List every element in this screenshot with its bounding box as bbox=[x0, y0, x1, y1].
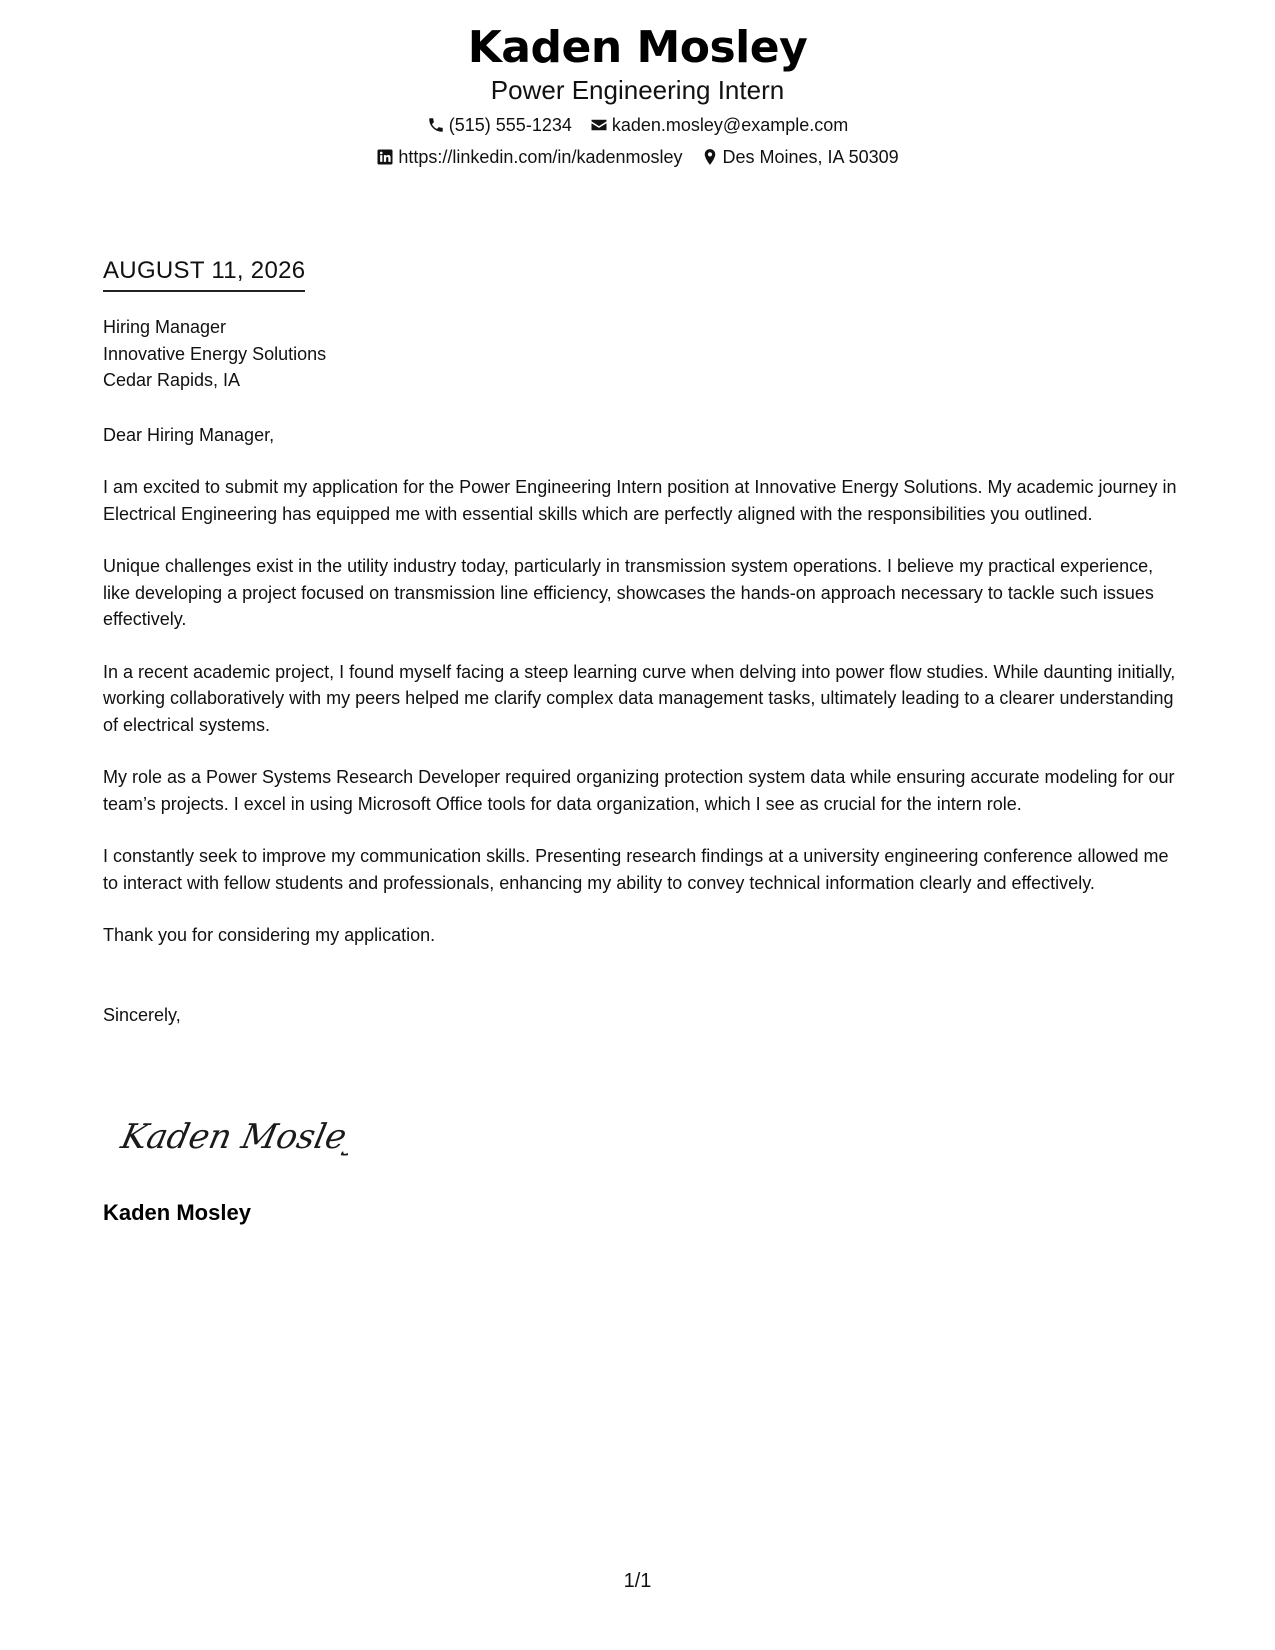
phone-icon bbox=[427, 116, 445, 134]
contact-phone bbox=[427, 114, 572, 136]
location-text: Des Moines, IA 50309 bbox=[722, 147, 899, 167]
linkedin-text: https://linkedin.com/in/kadenmosley bbox=[398, 147, 683, 167]
handwritten-signature bbox=[118, 1108, 348, 1166]
envelope-icon bbox=[590, 116, 608, 134]
phone-text: (515) 555-1234 bbox=[448, 115, 572, 135]
thank-you-line: Thank you for considering my application. bbox=[103, 925, 436, 945]
recipient-line: Cedar Rapids, IA bbox=[103, 370, 241, 390]
contact-row-1 bbox=[0, 114, 1275, 136]
signer-name: Kaden Mosley bbox=[103, 1200, 251, 1225]
body-paragraph: I am excited to submit my application for the Power Engineering Intern position at Innovative Energy Solutions. My academic journey in Electrical Engineering has equipped me with essential skills which are perfectly aligned with the responsibilities you outlined. bbox=[103, 477, 1177, 524]
recipient-block bbox=[103, 314, 1178, 394]
body-paragraph: I constantly seek to improve my communication skills. Presenting research findings at a university engineering conference allowed me to interact with fellow students and professionals, enhancing my ability to convey technical information clearly and effectively. bbox=[103, 846, 1169, 893]
contact-location bbox=[701, 146, 899, 168]
contact-row-2 bbox=[0, 146, 1275, 168]
contact-linkedin[interactable] bbox=[376, 146, 682, 168]
letter-body bbox=[103, 314, 1178, 1028]
contact-email[interactable] bbox=[590, 114, 848, 136]
closing: Sincerely, bbox=[103, 1004, 181, 1025]
page-number: 1/1 bbox=[623, 1570, 652, 1592]
email-text: kaden.mosley@example.com bbox=[611, 115, 849, 135]
body-paragraph: In a recent academic project, I found myself facing a steep learning curve when delving into power flow studies. While daunting initially, working collaboratively with my peers helped me clarify complex data management tasks, ultimately leading to a clearer understanding of electrical systems. bbox=[103, 661, 1176, 735]
body-paragraph: My role as a Power Systems Research Developer required organizing protection system data while ensuring accurate modeling for our team’s projects. I excel in using Microsoft Office tools for data organization, which I see as crucial for the intern role. bbox=[103, 767, 1175, 814]
letter-date: AUGUST 11, 2026 bbox=[103, 256, 305, 292]
greeting: Dear Hiring Manager, bbox=[103, 424, 275, 445]
linkedin-icon bbox=[376, 148, 394, 166]
letter-header bbox=[0, 22, 1275, 168]
applicant-title: Power Engineering Intern bbox=[490, 75, 785, 105]
recipient-line: Hiring Manager bbox=[103, 317, 227, 337]
body-paragraph: Unique challenges exist in the utility industry today, particularly in transmission system operations. I believe my practical experience, like developing a project focused on transmission line efficiency, showcases the hands-on approach necessary to tackle such issues effectively. bbox=[103, 556, 1154, 629]
applicant-name: Kaden Mosley bbox=[467, 22, 808, 73]
signature-text: Kaden Mosley bbox=[118, 1117, 348, 1157]
recipient-line: Innovative Energy Solutions bbox=[103, 343, 327, 364]
map-pin-icon bbox=[701, 148, 719, 166]
